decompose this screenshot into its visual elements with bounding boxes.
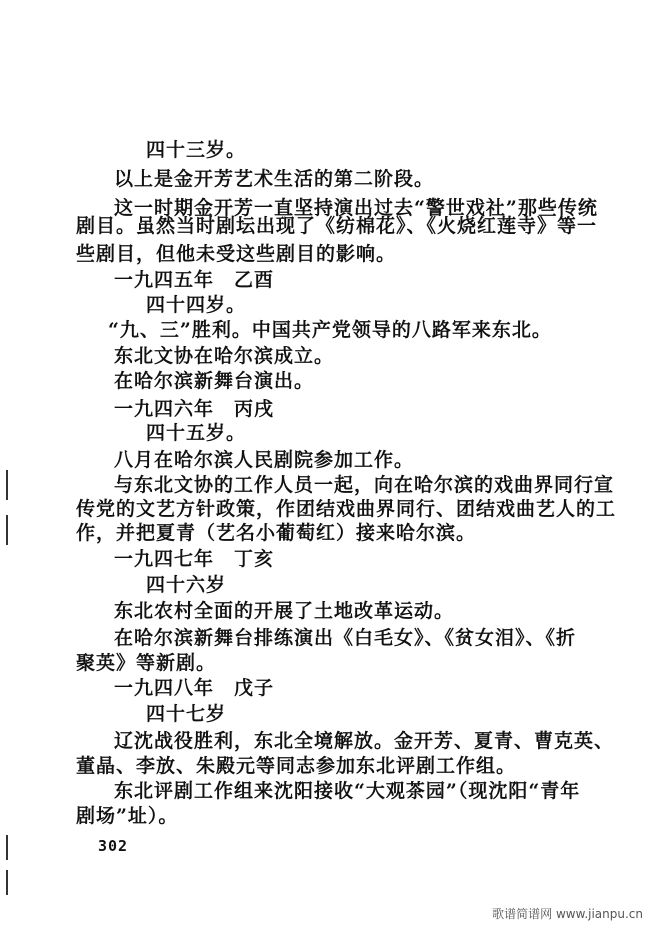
text-line: 东北文协在哈尔滨成立。	[114, 345, 335, 367]
age-heading: 四十四岁。	[146, 294, 247, 316]
margin-mark	[6, 835, 8, 860]
text-line: 些剧目，但他未受这些剧目的影响。	[76, 243, 397, 265]
text-line: 在哈尔滨新舞台排练演出《白毛女》、《贫女泪》、《折	[114, 627, 577, 649]
text-line: 四十三岁。	[146, 139, 247, 161]
year-heading: 一九四七年 丁亥	[114, 548, 275, 570]
text-line: 与东北文协的工作人员一起，向在哈尔滨的戏曲界同行宣	[114, 474, 615, 496]
text-line: 这一时期金开芳一直坚持演出过去“警世戏社”那些传统	[114, 197, 598, 219]
age-heading: 四十五岁。	[146, 422, 247, 444]
year-heading: 一九四八年 戊子	[114, 677, 275, 699]
text-line: 董晶、李放、朱殿元等同志参加东北评剧工作组。	[76, 755, 517, 777]
text-line: 八月在哈尔滨人民剧院参加工作。	[114, 449, 415, 471]
margin-mark	[6, 470, 8, 500]
text-line: 传党的文艺方针政策，作团结戏曲界同行、团结戏曲艺人的工	[76, 498, 617, 520]
margin-mark	[6, 515, 8, 545]
text-line: 作，并把夏青（艺名小葡萄红）接来哈尔滨。	[76, 522, 477, 544]
year-heading: 一九四五年 乙酉	[114, 269, 275, 291]
text-line: 剧目。虽然当时剧坛出现了《纺棉花》、《火烧红莲寺》等一	[76, 215, 598, 237]
text-line: 东北评剧工作组来沈阳接收“大观茶园”（现沈阳“青年	[114, 780, 581, 802]
age-heading: 四十七岁	[146, 703, 227, 725]
age-heading: 四十六岁	[146, 574, 227, 596]
text-line: 辽沈战役胜利，东北全境解放。金开芳、夏青、曹克英、	[114, 730, 615, 752]
page-number: 302	[98, 837, 129, 855]
text-line: 以上是金开芳艺术生活的第二阶段。	[114, 168, 435, 190]
year-heading: 一九四六年 丙戌	[114, 398, 275, 420]
text-line: 在哈尔滨新舞台演出。	[114, 370, 315, 392]
text-line: 剧场”址）。	[76, 805, 179, 827]
text-line: 聚英》等新剧。	[76, 652, 217, 674]
watermark: 歌谱简谱网 www.jianpu.cn	[492, 907, 643, 921]
text-line: 东北农村全面的开展了土地改革运动。	[114, 600, 455, 622]
text-line: “九、三”胜利。中国共产党领导的八路军来东北。	[108, 319, 552, 341]
margin-mark	[6, 870, 8, 895]
